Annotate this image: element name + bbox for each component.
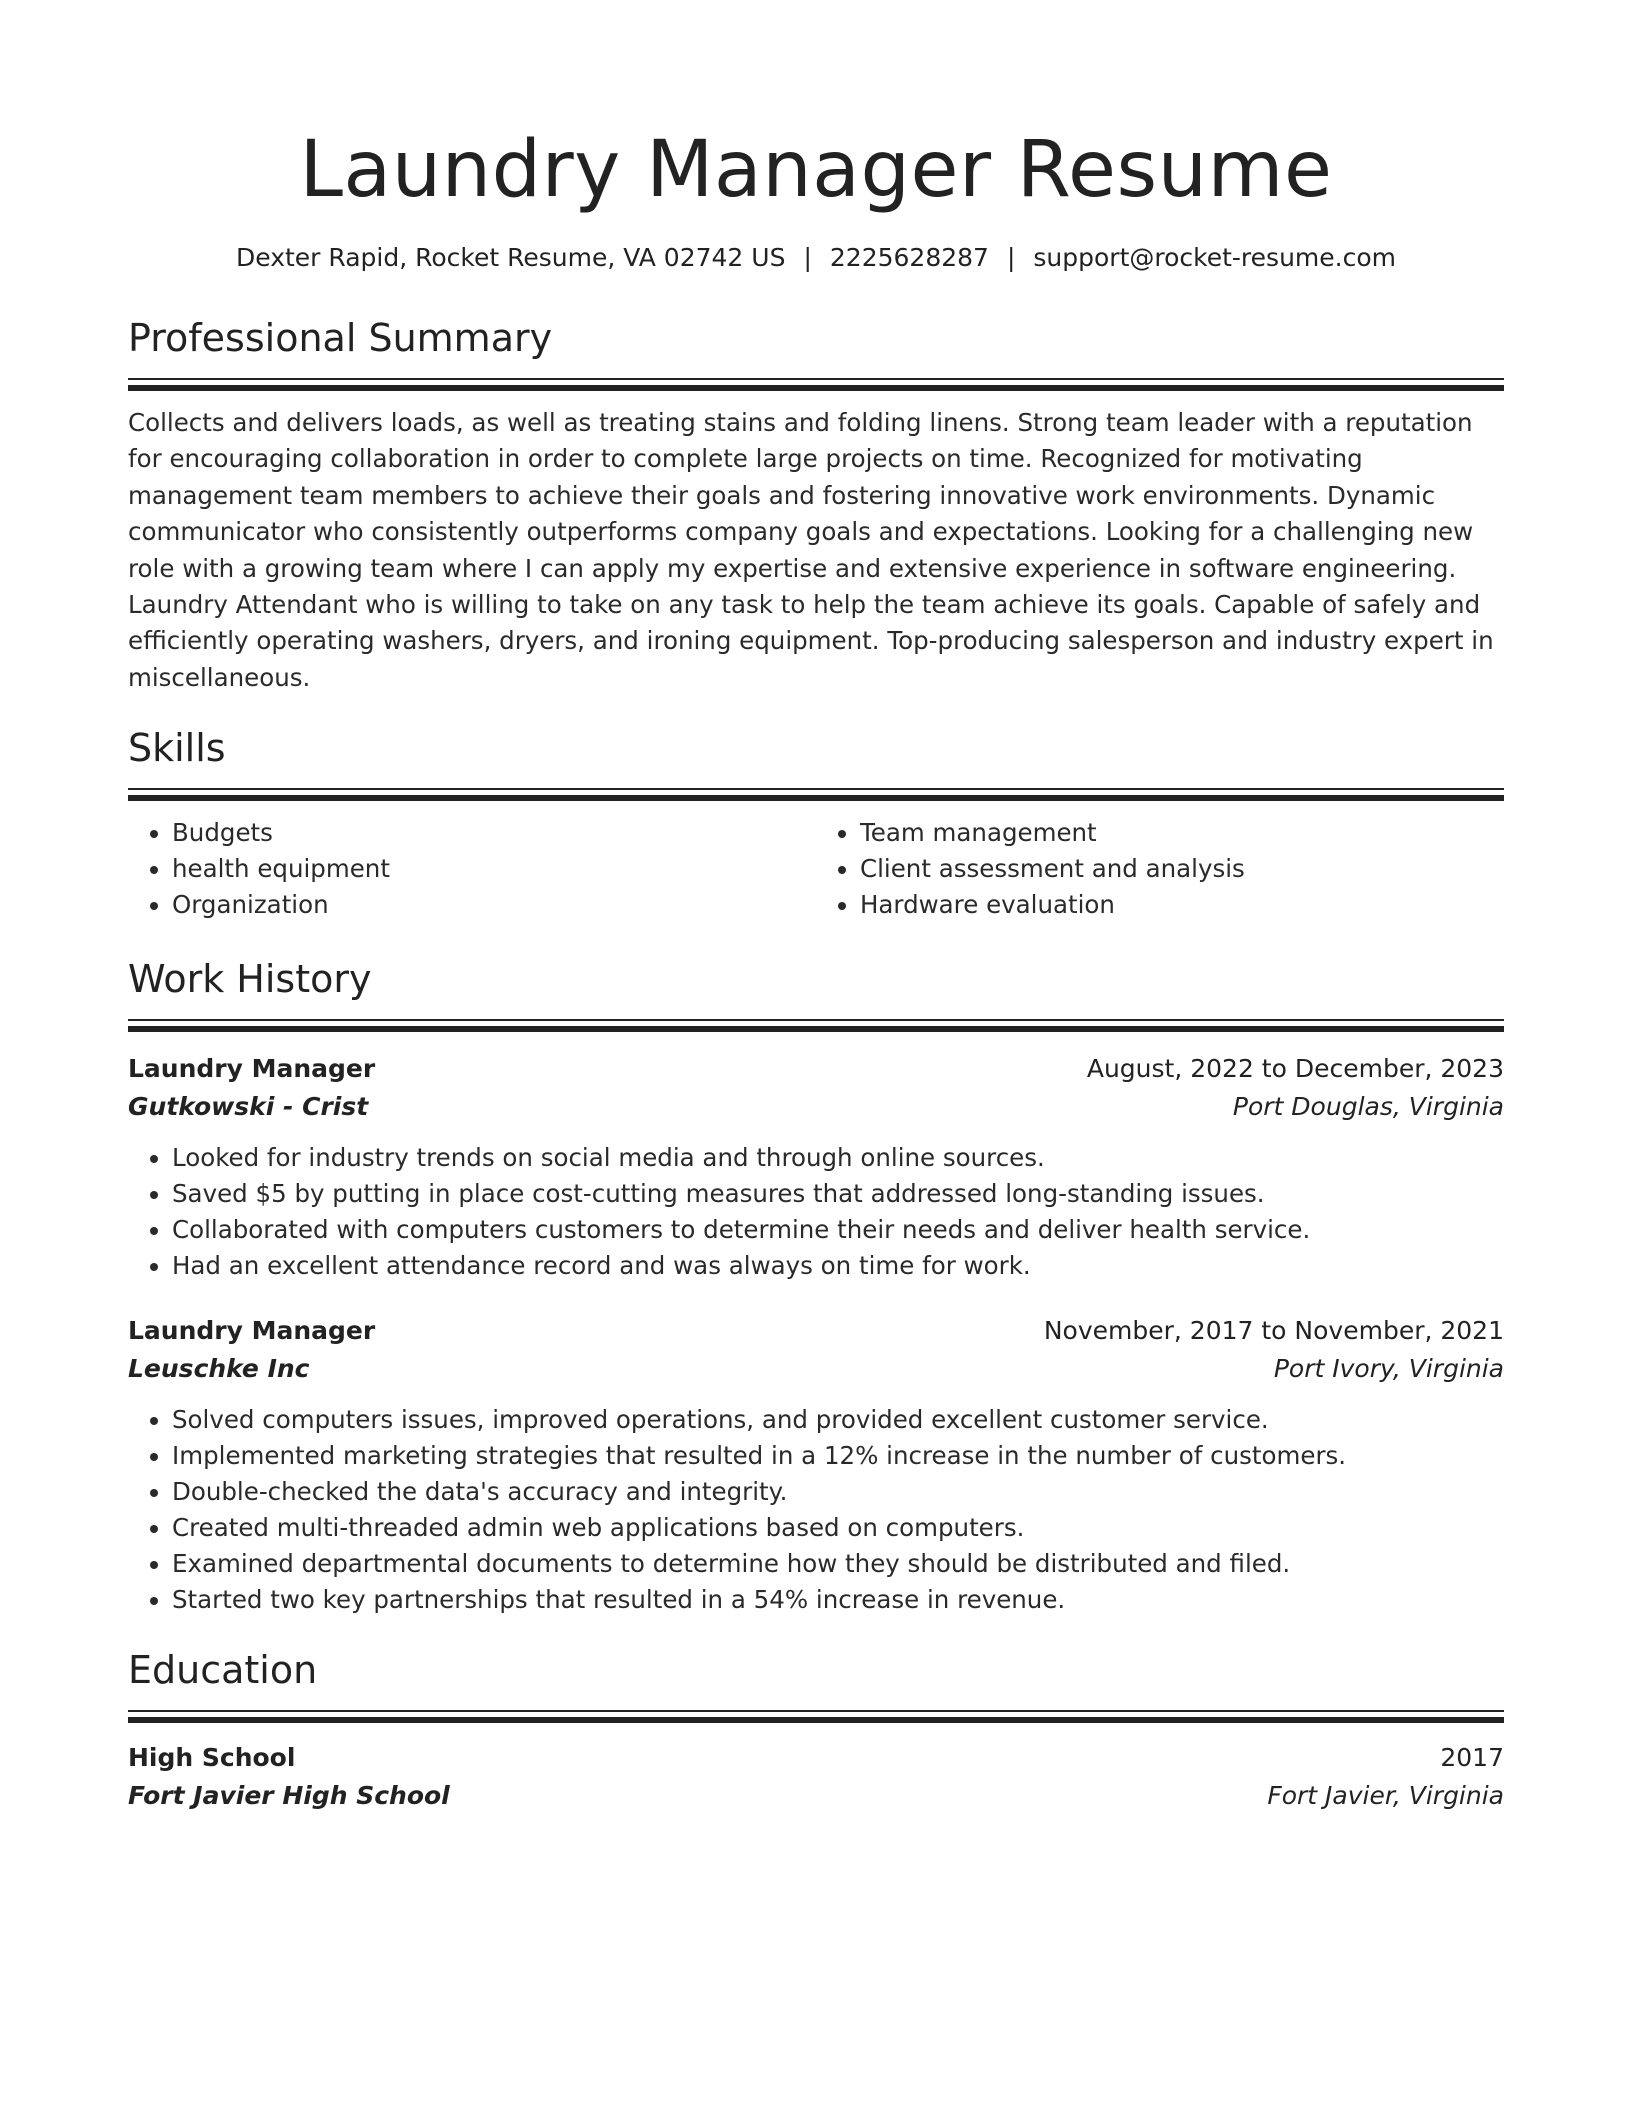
skills-column-right	[816, 815, 1504, 923]
job-duty-item: • Examined departmental documents to determine how they should be distributed and filed.	[172, 1546, 1504, 1582]
job-location: Port Ivory, Virginia	[1273, 1354, 1504, 1384]
job-duty-item: • Implemented marketing strategies that resulted in a 12% increase in the number of customers.	[172, 1438, 1504, 1474]
section-divider	[128, 378, 1504, 391]
job-dates: November, 2017 to November, 2021	[1043, 1316, 1504, 1346]
section-divider	[128, 788, 1504, 801]
contact-phone: 2225628287	[829, 243, 989, 272]
education-location: Fort Javier, Virginia	[1267, 1781, 1504, 1811]
job-duties	[128, 1402, 1504, 1618]
job-entry	[128, 1312, 1504, 1618]
job-company: Leuschke Inc	[128, 1354, 310, 1384]
skill-item: • health equipment	[172, 851, 816, 887]
education-school: Fort Javier High School	[128, 1781, 450, 1811]
job-duty-item: • Created multi-threaded admin web applications based on computers.	[172, 1510, 1504, 1546]
job-duty-item: • Collaborated with computers customers to determine their needs and deliver health service.	[172, 1212, 1504, 1248]
job-entry	[128, 1050, 1504, 1284]
job-duty-item: • Double-checked the data's accuracy and integrity.	[172, 1474, 1504, 1510]
job-duty-item: • Solved computers issues, improved operations, and provided excellent customer service.	[172, 1402, 1504, 1438]
section-heading-education: Education	[128, 1648, 318, 1693]
job-duty-item: • Started two key partnerships that resulted in a 54% increase in revenue.	[172, 1582, 1504, 1618]
job-duty-item: • Looked for industry trends on social media and through online sources.	[172, 1140, 1504, 1176]
contact-separator: |	[1006, 243, 1016, 272]
skill-item: • Hardware evaluation	[860, 887, 1504, 923]
section-heading-skills: Skills	[128, 726, 226, 771]
skills-list	[128, 815, 1504, 923]
resume-title: Laundry Manager Resume	[299, 125, 1333, 215]
section-heading-summary: Professional Summary	[128, 316, 553, 360]
job-location: Port Douglas, Virginia	[1232, 1092, 1504, 1122]
job-header-row	[128, 1312, 1504, 1350]
contact-separator: |	[803, 243, 812, 272]
job-duty-item: • Had an excellent attendance record and was always on time for work.	[172, 1248, 1504, 1284]
skill-item: • Client assessment and analysis	[860, 851, 1504, 887]
job-duty-item: • Saved $5 by putting in place cost-cutting measures that addressed long-standing issues.	[172, 1176, 1504, 1212]
job-company-row	[128, 1088, 1504, 1126]
section-divider	[128, 1710, 1504, 1723]
education-degree: High School	[128, 1743, 296, 1773]
summary-text: Collects and delivers loads, as well as treating stains and folding linens. Strong team leader with a reputation for encouraging collaboration in order to complete large projects on time. Recognized for motivating management team members to achieve their goals and fostering innovative work environments. Dynamic communicator who consistently outperforms company goals and expectations. Looking for a challenging new role with a growing team where I can apply my expertise and extensive experience in software engineering. Laundry Attendant who is willing to take on any task to help the team achieve its goals. Capable of safely and efficiently operating washers, dryers, and ironing equipment. Top-producing salesperson and industry expert in miscellaneous.	[128, 408, 1494, 692]
section-heading-work-history: Work History	[128, 957, 372, 1002]
job-title: Laundry Manager	[128, 1054, 376, 1084]
skill-item: • Organization	[172, 887, 816, 923]
education-entry	[128, 1739, 1504, 1815]
job-company: Gutkowski - Crist	[128, 1092, 369, 1122]
job-company-row	[128, 1350, 1504, 1388]
education-school-row	[128, 1777, 1504, 1815]
job-header-row	[128, 1050, 1504, 1088]
contact-email: support@rocket-resume.com	[1033, 243, 1396, 272]
job-duties	[128, 1140, 1504, 1284]
job-dates: August, 2022 to December, 2023	[1086, 1054, 1504, 1084]
skills-column-left	[128, 815, 816, 923]
education-header-row	[128, 1739, 1504, 1777]
education-year: 2017	[1440, 1743, 1504, 1773]
job-title: Laundry Manager	[128, 1316, 376, 1346]
contact-line	[128, 240, 1504, 276]
skill-item: • Team management	[860, 815, 1504, 851]
section-divider	[128, 1019, 1504, 1032]
contact-address: Dexter Rapid, Rocket Resume, VA 02742 US	[236, 243, 786, 272]
skill-item: • Budgets	[172, 815, 816, 851]
